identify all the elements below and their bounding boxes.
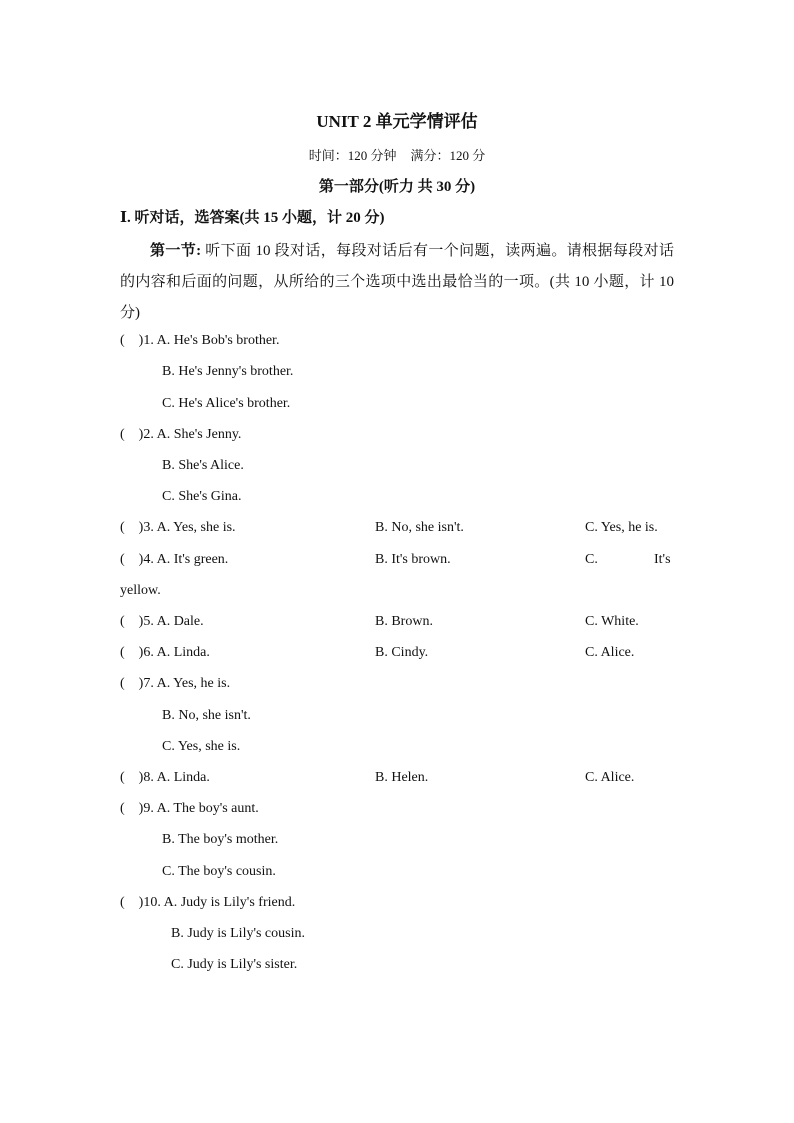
option-a: A. Yes, he is. [156, 676, 231, 691]
question-10: ( )10. A. Judy is Lily's friend. [120, 895, 296, 910]
option-c: C. Yes, he is. [585, 520, 658, 535]
option-a: A. Linda. [156, 645, 210, 660]
question-number: 2. [143, 427, 154, 442]
option-c: C. Alice. [585, 770, 635, 785]
option-c-continued: yellow. [120, 583, 161, 598]
option-b: B. It's brown. [375, 552, 451, 567]
option-a: A. He's Bob's brother. [156, 333, 280, 348]
question-number: 7. [143, 676, 154, 691]
full-score: 满分：120 分 [410, 148, 486, 163]
instruction-label: 第一节: [150, 243, 202, 259]
question-number: 9. [143, 801, 154, 816]
question-5: ( )5. A. Dale. [120, 614, 204, 629]
instruction-paragraph [120, 236, 674, 329]
question-1: ( )1. A. He's Bob's brother. [120, 333, 280, 348]
question-number: 5. [143, 614, 154, 629]
question-8: ( )8. A. Linda. [120, 770, 210, 785]
question-number: 10. [143, 895, 161, 910]
question-4: ( )4. A. It's green. [120, 552, 229, 567]
page-title: UNIT 2 单元学情评估 [316, 112, 478, 131]
question-number: 4. [143, 552, 154, 567]
section-heading: Ⅰ. 听对话，选答案(共 15 小题，计 20 分) [120, 210, 385, 226]
option-b: B. Helen. [375, 770, 429, 785]
option-b: B. Brown. [375, 614, 433, 629]
option-c: C. He's Alice's brother. [162, 396, 291, 411]
option-c: C. She's Gina. [162, 489, 242, 504]
option-b: B. Cindy. [375, 645, 429, 660]
question-9: ( )9. A. The boy's aunt. [120, 801, 259, 816]
question-3: ( )3. A. Yes, she is. [120, 520, 236, 535]
question-number: 8. [143, 770, 154, 785]
option-a: A. Linda. [156, 770, 210, 785]
time-limit: 时间：120 分钟 [308, 148, 397, 163]
question-6: ( )6. A. Linda. [120, 645, 210, 660]
question-2: ( )2. A. She's Jenny. [120, 427, 242, 442]
option-a: A. Dale. [156, 614, 204, 629]
question-7: ( )7. A. Yes, he is. [120, 676, 231, 691]
question-number: 3. [143, 520, 154, 535]
option-b: B. Judy is Lily's cousin. [171, 926, 305, 941]
option-a: A. It's green. [156, 552, 229, 567]
part-heading: 第一部分(听力 共 30 分) [318, 179, 476, 195]
option-a: A. Yes, she is. [156, 520, 236, 535]
exam-meta [0, 145, 794, 164]
option-b: B. No, she isn't. [162, 708, 251, 723]
option-a: A. The boy's aunt. [156, 801, 259, 816]
option-a: A. Judy is Lily's friend. [163, 895, 296, 910]
option-c: C. The boy's cousin. [162, 864, 276, 879]
option-c: C. White. [585, 614, 639, 629]
question-number: 6. [143, 645, 154, 660]
option-c-label: C. [585, 552, 598, 567]
option-b: B. He's Jenny's brother. [162, 364, 294, 379]
option-a: A. She's Jenny. [156, 427, 242, 442]
option-c: C. Alice. [585, 645, 635, 660]
option-c-text: It's [654, 552, 671, 567]
option-c: C. Judy is Lily's sister. [171, 957, 298, 972]
option-c: C. Yes, she is. [162, 739, 241, 754]
question-number: 1. [143, 333, 154, 348]
option-b: B. She's Alice. [162, 458, 244, 473]
instruction-text: 听下面 10 段对话，每段对话后有一个问题，读两遍。请根据每段对话的内容和后面的问题，从所给的三个选项中选出最恰当的一项。(共 10 小题，计 10 分) [120, 243, 674, 321]
option-b: B. The boy's mother. [162, 832, 279, 847]
option-b: B. No, she isn't. [375, 520, 464, 535]
